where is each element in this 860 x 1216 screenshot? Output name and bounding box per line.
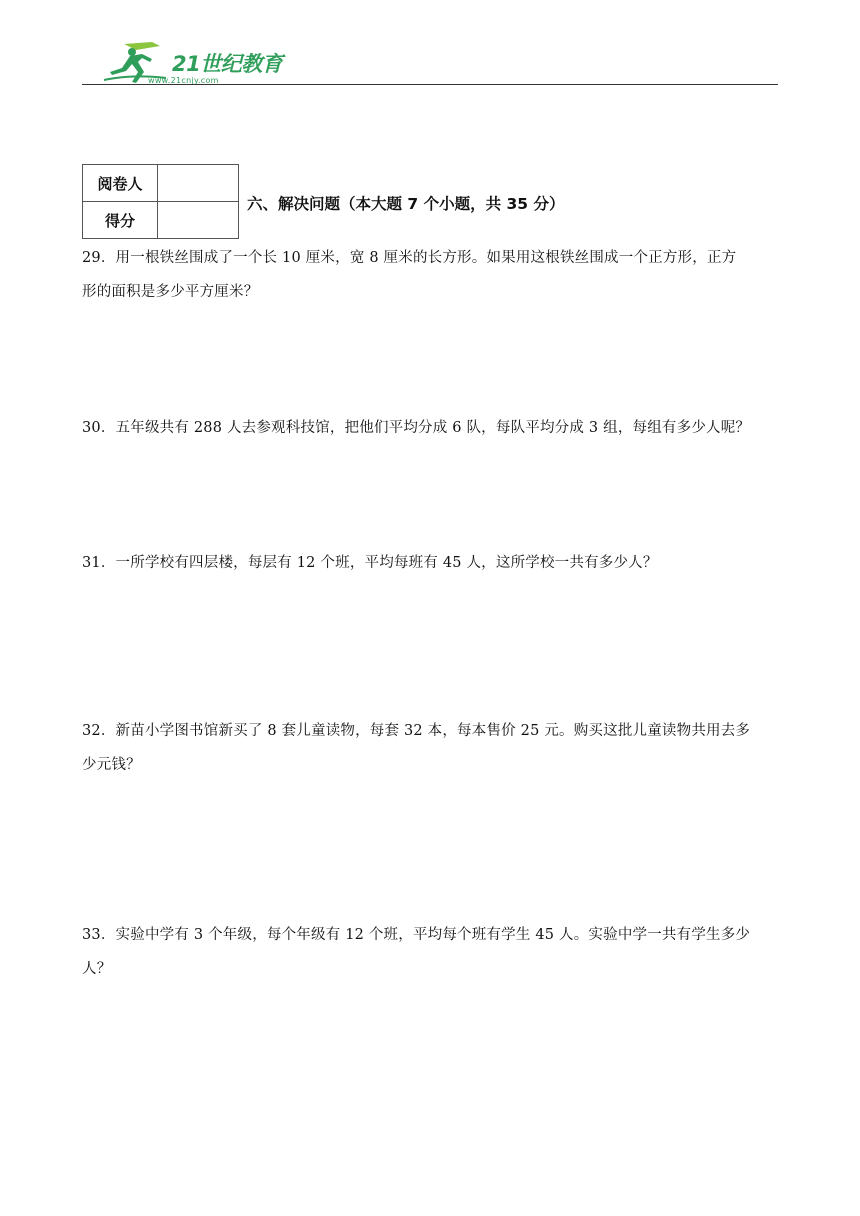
question-33	[82, 918, 782, 986]
question-line: 33．实验中学有 3 个年级，每个年级有 12 个班，平均每个班有学生 45 人。实验中学一共有学生多少	[82, 927, 751, 943]
question-32	[82, 714, 782, 782]
logo-url: www.21cnjy.com	[148, 76, 219, 85]
section-title: 六、解决问题（本大题 7 个小题，共 35 分）	[247, 195, 565, 213]
score-blank-cell	[158, 202, 239, 239]
question-29	[82, 241, 782, 309]
question-line: 31．一所学校有四层楼，每层有 12 个班，平均每班有 45 人，这所学校一共有多少人？	[82, 555, 658, 571]
question-30	[82, 411, 782, 445]
reviewer-blank-cell	[158, 165, 239, 202]
question-line: 29．用一根铁丝围成了一个长 10 厘米，宽 8 厘米的长方形。如果用这根铁丝围成一个正方形，正方	[82, 250, 737, 266]
question-line: 形的面积是多少平方厘米？	[82, 284, 259, 300]
score-row	[83, 202, 239, 239]
question-line: 30．五年级共有 288 人去参观科技馆，把他们平均分成 6 队，每队平均分成 3 组，每组有多少人呢？	[82, 420, 751, 436]
logo-text: 21世纪教育	[172, 52, 283, 76]
question-line: 少元钱？	[82, 757, 141, 773]
header-divider	[82, 84, 778, 85]
question-line: 人？	[82, 961, 112, 977]
score-table	[82, 164, 239, 239]
question-31	[82, 546, 782, 580]
question-line: 32．新苗小学图书馆新买了 8 套儿童读物，每套 32 本，每本售价 25 元。购买这批儿童读物共用去多	[82, 723, 751, 739]
page-header	[82, 36, 778, 86]
reviewer-row	[83, 165, 239, 202]
reviewer-label: 阅卷人	[83, 165, 158, 202]
score-label: 得分	[83, 202, 158, 239]
site-logo	[102, 40, 282, 86]
